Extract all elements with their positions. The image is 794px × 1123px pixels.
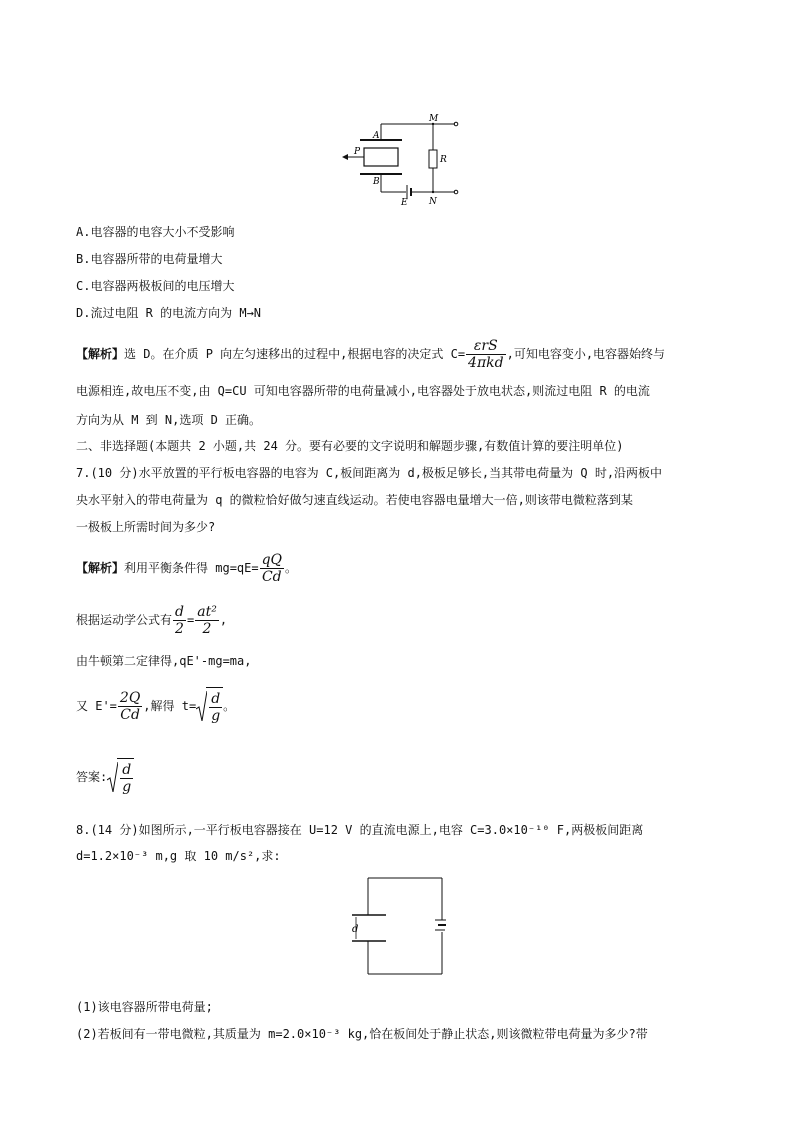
label-P: P <box>354 147 361 157</box>
answer-line <box>76 757 134 798</box>
analysis-7-line1 <box>76 550 297 586</box>
option-d: D.流过电阻 R 的电流方向为 M→N <box>76 306 262 320</box>
fraction-2Q-Cd: $\frac{2Q}{Cd}$ <box>119 690 141 723</box>
analysis-7-line4 <box>76 686 235 727</box>
q8-line1: 8.(14 分)如图所示,一平行板电容器接在 U=12 V 的直流电源上,电容 C=3.0×10⁻¹⁰ F,两极板间距离 <box>76 823 644 837</box>
label-A: A <box>373 131 380 141</box>
analysis-text: 根据运动学公式有 <box>76 613 173 627</box>
capacitance-formula: $\frac{\text{εrS}}{\text{4πkd}}$ <box>468 338 504 371</box>
figure-capacitor-battery <box>346 874 446 978</box>
answer-label: 答案: <box>76 770 108 784</box>
q7-line1: 7.(10 分)水平放置的平行板电容器的电容为 C,板间距离为 d,极板足够长,当其带电荷量为 Q 时,沿两板中 <box>76 466 663 480</box>
analysis-tag: 【解析】 <box>76 561 125 575</box>
analysis-text: 。 <box>285 561 298 575</box>
label-N: N <box>429 197 437 207</box>
analysis-text: ,可知电容变小,电容器始终与 <box>506 347 666 361</box>
analysis-6-line1 <box>76 336 665 372</box>
q8-sub1: (1)该电容器所带电荷量; <box>76 1000 213 1014</box>
sqrt-d-over-g: $\frac{d}{g}$ <box>196 687 223 727</box>
label-R: R <box>440 155 447 165</box>
figure-capacitor-circuit <box>340 112 465 210</box>
fraction-d-2: $\frac{d}{2}$ <box>175 604 184 637</box>
label-E: E <box>401 198 408 208</box>
q8-line2: d=1.2×10⁻³ m,g 取 10 m/s²,求: <box>76 849 281 863</box>
analysis-text: 。 <box>223 699 236 713</box>
q7-line2: 央水平射入的带电荷量为 q 的微粒恰好做匀速直线运动。若使电容器电量增大一倍,则该带电微粒落到某 <box>76 493 633 507</box>
analysis-text: ,解得 t= <box>143 699 197 713</box>
q8-sub2: (2)若板间有一带电微粒,其质量为 m=2.0×10⁻³ kg,恰在板间处于静止状态,则该微粒带电荷量为多少?带 <box>76 1027 648 1041</box>
q7-line3: 一极板上所需时间为多少? <box>76 520 216 534</box>
analysis-7-line3: 由牛顿第二定律得,qE'-mg=ma, <box>76 654 252 668</box>
analysis-tag: 【解析】 <box>76 347 125 361</box>
analysis-7-line2 <box>76 602 227 638</box>
fraction-qQ-Cd: $\frac{qQ}{Cd}$ <box>261 552 283 585</box>
fraction-at2-2: $\frac{\text{at²}}{2}$ <box>197 604 217 637</box>
analysis-text: = <box>186 613 195 627</box>
answer-sqrt: $\frac{d}{g}$ <box>107 758 134 798</box>
analysis-text: , <box>219 613 228 627</box>
analysis-6-line3: 方向为从 M 到 N,选项 D 正确。 <box>76 413 262 427</box>
label-d: d <box>352 924 359 935</box>
option-b: B.电容器所带的电荷量增大 <box>76 252 223 266</box>
option-c: C.电容器两极板间的电压增大 <box>76 279 235 293</box>
section-heading: 二、非选择题(本题共 2 小题,共 24 分。要有必要的文字说明和解题步骤,有数值计算的要注明单位) <box>76 439 624 453</box>
analysis-text: 选 D。在介质 P 向左匀速移出的过程中,根据电容的决定式 C= <box>124 347 466 361</box>
analysis-text: 又 E'= <box>76 699 117 713</box>
analysis-text: 利用平衡条件得 mg=qE= <box>124 561 259 575</box>
option-a: A.电容器的电容大小不受影响 <box>76 225 235 239</box>
analysis-6-line2: 电源相连,故电压不变,由 Q=CU 可知电容器所带的电荷量减小,电容器处于放电状态,则流过电阻 R 的电流 <box>76 384 650 398</box>
label-B: B <box>373 177 380 187</box>
label-M: M <box>429 114 439 124</box>
